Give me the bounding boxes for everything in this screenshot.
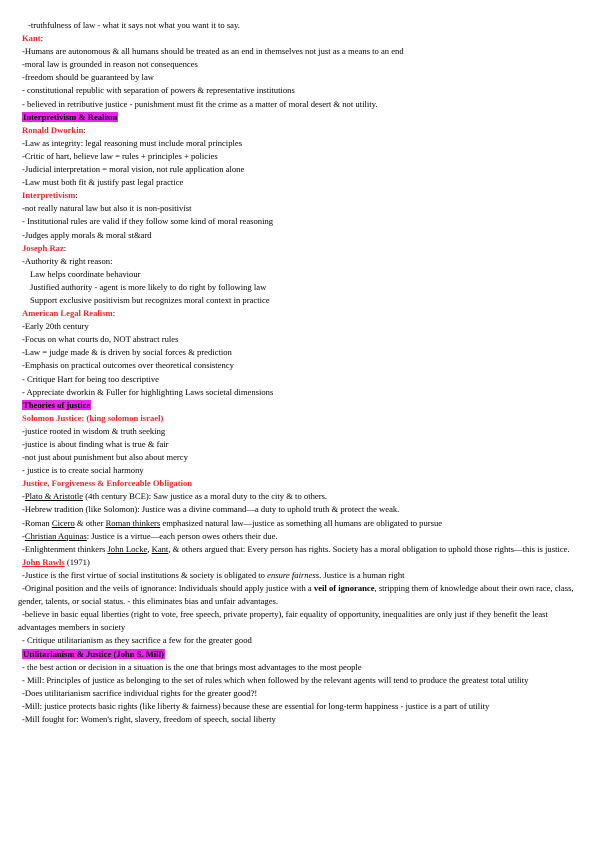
note-line (18, 294, 584, 307)
note-line (18, 359, 584, 372)
note-line (18, 346, 584, 359)
note-text-run: , (147, 543, 152, 554)
note-text-run: -Enlightenment thinkers (22, 543, 108, 554)
note-line (18, 543, 584, 556)
note-text: Justified authority - agent is more likely to do right by following law (30, 281, 267, 292)
topic-heading (18, 242, 584, 255)
topic-heading-text: Kant (22, 33, 41, 44)
note-line (18, 530, 584, 543)
note-text: Law helps coordinate behaviour (30, 268, 141, 279)
note-text-run: Cicero (51, 517, 75, 528)
note-text: -justice rooted in wisdom & truth seeking (22, 425, 166, 436)
note-text-run: -Roman (22, 517, 52, 528)
note-text-run: -Original position and the veils of ignorance: Individuals should apply justice with a (22, 583, 314, 594)
note-text-run: Kant (151, 543, 169, 554)
topic-heading-text: Ronald Dworkin (22, 124, 84, 135)
note-text: -Authority & right reason: (22, 255, 113, 266)
note-text-run: veil of ignorance (313, 583, 375, 594)
note-text-run: : Justice is a virtue—each person owes others their due. (86, 530, 278, 541)
note-line (18, 98, 584, 111)
note-line (18, 373, 584, 386)
note-line (18, 202, 584, 215)
topic-heading-text: Joseph Raz (22, 242, 64, 253)
topic-heading (18, 189, 584, 202)
note-text: -truthfulness of law - what it says not what you want it to say. (28, 20, 240, 30)
note-text: Support exclusive positivism but recognizes moral context in practice (30, 294, 270, 305)
note-text: - the best action or decision in a situation is the one that brings most advantages to the most people (22, 661, 362, 672)
note-line (18, 582, 584, 608)
topic-heading (18, 477, 584, 490)
note-text: -Mill: justice protects basic rights (like liberty & fairness) because these are essential for long-term happiness - justice is a part of utility (22, 700, 490, 711)
section-heading-text: Theories of justice (23, 399, 91, 410)
topic-heading-suffix: : (75, 190, 78, 201)
section-heading (18, 111, 584, 124)
note-text: - Critique Hart for being too descriptive (22, 373, 159, 384)
note-line (18, 150, 584, 163)
note-text: - Critique utilitarianism as they sacrifice a few for the greater good (22, 635, 252, 646)
note-text: -Emphasis on practical outcomes over theoretical consistency (22, 360, 234, 371)
topic-heading-suffix: : (40, 33, 44, 44)
topic-heading-text: Justice, Forgiveness & Enforceable Obligation (22, 478, 193, 489)
note-line (18, 451, 584, 464)
note-text-run: . Justice is a human right (319, 569, 405, 580)
note-line (18, 425, 584, 438)
note-line (18, 58, 584, 71)
note-line (18, 215, 584, 228)
note-line (18, 281, 584, 294)
note-line (18, 268, 584, 281)
topic-heading-suffix: : (112, 308, 116, 319)
topic-heading-text: Solomon Justice: (king solomon israel) (22, 412, 164, 423)
topic-heading-text: Interpretivism (22, 190, 76, 201)
note-text: - Mill: Principles of justice as belonging to the set of rules which when followed by the relevant agents will tend to produce the greatest total utility (22, 674, 529, 685)
topic-heading (18, 307, 584, 320)
note-line (18, 255, 584, 268)
note-text: -believe in basic equal liberties (right to vote, free speech, private property), fair equality of opportunity, inequalities are only just if they benefit the least advantages members in society (18, 609, 548, 633)
note-line (18, 687, 584, 700)
note-line (18, 608, 584, 634)
note-line (18, 713, 584, 726)
note-text: - constitutional republic with separation of powers & representative institutions (22, 85, 295, 96)
note-text: -Focus on what courts do, NOT abstract rules (22, 334, 179, 345)
note-text: -Critic of hart, believe law = rules + principles + policies (22, 150, 218, 161)
note-line (18, 137, 584, 150)
note-line (18, 674, 584, 687)
note-line (18, 464, 584, 477)
note-text: -not just about punishment but also about mercy (22, 452, 188, 463)
note-text: - justice is to create social harmony (22, 465, 144, 476)
note-text-run: , stripping them of knowledge about their own race, class, gender, talents, or social status. - this eliminates bias and unfair advantages. (18, 583, 574, 607)
note-line (18, 176, 584, 189)
note-text-run: Plato & Aristotle (24, 491, 84, 502)
topic-heading-text: American Legal Realism (22, 308, 113, 319)
topic-heading-suffix: (1971) (64, 556, 90, 567)
note-text: -not really natural law but also it is non-positivist (22, 203, 192, 214)
note-line (18, 700, 584, 713)
note-text: - Appreciate dworkin & Fuller for highlighting Laws societal dimensions (22, 386, 274, 397)
note-text: -freedom should be guaranteed by law (22, 72, 154, 83)
note-text-run: emphasized natural law—justice as something all humans are obligated to pursue (160, 517, 443, 528)
topic-heading-suffix: : (63, 242, 67, 253)
note-text-run: John Locke (107, 543, 148, 554)
note-text: -moral law is grounded in reason not consequences (22, 59, 198, 70)
topic-heading-suffix: : (83, 124, 86, 135)
note-text-run: ensure fairness (267, 569, 320, 580)
topic-heading (18, 556, 584, 569)
note-text: -Humans are autonomous & all humans should be treated as an end in themselves not just as a means to an end (22, 46, 404, 57)
note-line (18, 661, 584, 674)
note-line (18, 71, 584, 84)
section-heading (18, 648, 584, 661)
note-text-run: Roman thinkers (105, 517, 161, 528)
note-line (18, 569, 584, 582)
note-text: -Judges apply morals & moral st&ard (22, 229, 152, 240)
note-line (18, 19, 584, 32)
section-heading (18, 399, 584, 412)
note-text: -Hebrew tradition (like Solomon): Justice was a divine command—a duty to uphold truth & protect the weak. (22, 504, 400, 515)
note-text: -Mill fought for: Women's right, slavery, freedom of speech, social liberty (22, 713, 276, 724)
section-heading-text: Utilitarianism & Justice (John S. Mill) (23, 648, 164, 659)
note-text: -Judicial interpretation = moral vision, not rule application alone (22, 164, 245, 175)
note-text: -Law = judge made & is driven by social forces & prediction (22, 347, 232, 358)
note-text: -Law as integrity: legal reasoning must include moral principles (22, 137, 243, 148)
topic-heading (18, 412, 584, 425)
note-text: -justice is about finding what is true & fair (22, 439, 169, 449)
note-text: -Early 20th century (22, 321, 89, 332)
topic-heading (18, 124, 584, 137)
note-text-run: & other (74, 517, 106, 528)
note-text: - Institutional rules are valid if they follow some kind of moral reasoning (22, 216, 274, 227)
note-line (18, 163, 584, 176)
note-text-run: Christian Aquinas (24, 530, 87, 541)
note-line (18, 333, 584, 346)
note-text-run: (4th century BCE): Saw justice as a moral duty to the city & to others. (83, 491, 328, 502)
note-line (18, 438, 584, 451)
note-line (18, 517, 584, 530)
note-line (18, 320, 584, 333)
note-text-run: - (22, 530, 25, 541)
note-text: - believed in retributive justice - punishment must fit the crime as a matter of moral desert & not utility. (22, 98, 378, 109)
note-line (18, 490, 584, 503)
note-line (18, 84, 584, 97)
topic-heading (18, 32, 584, 45)
note-line (18, 503, 584, 516)
note-text-run: -Justice is the first virtue of social institutions & society is obligated to (22, 569, 268, 580)
section-heading-text: Interpretivism & Realism (23, 111, 118, 122)
note-line (18, 634, 584, 647)
note-line (18, 386, 584, 399)
note-line (18, 45, 584, 58)
note-text-run: - (22, 491, 25, 502)
note-line (18, 229, 584, 242)
note-text: -Does utilitarianism sacrifice individual rights for the greater good?! (22, 687, 258, 698)
note-text-run: , & others argued that: Every person has rights. Society has a moral obligation to uphold those rights—this is justice. (168, 543, 570, 554)
note-text: -Law must both fit & justify past legal practice (22, 177, 184, 188)
document-page (18, 19, 584, 726)
topic-heading-text: John Rawls (22, 556, 65, 567)
